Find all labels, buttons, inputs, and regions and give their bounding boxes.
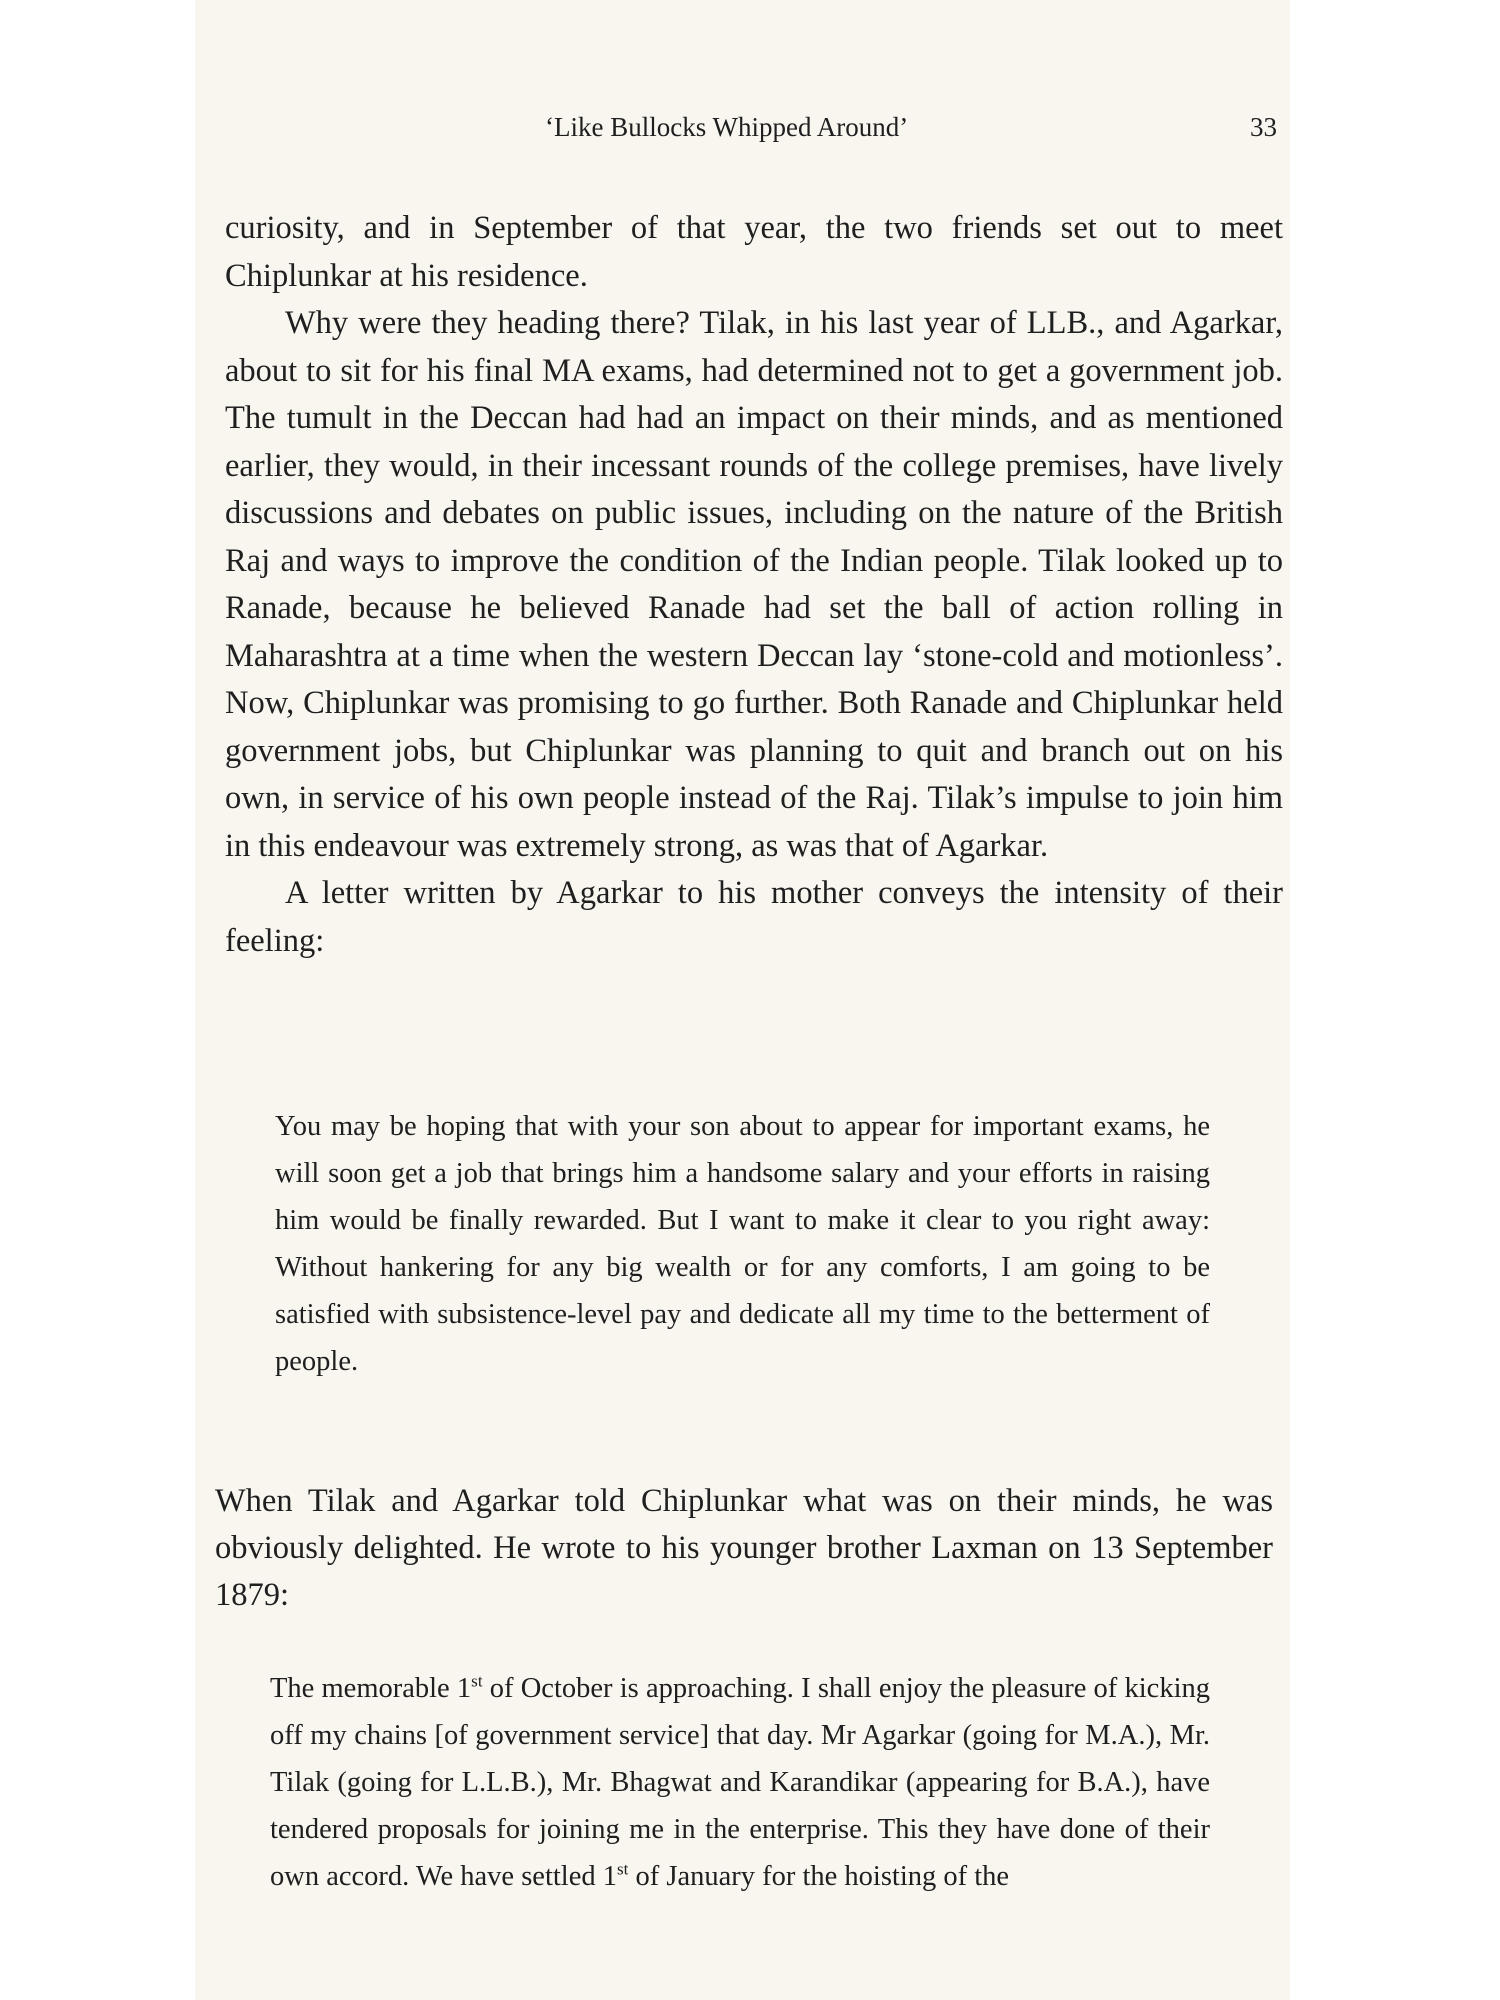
- quote-2-part-3: of January for the hoisting of the: [628, 1861, 1010, 1892]
- quote-2-part-1: The memorable 1: [270, 1673, 472, 1704]
- running-head: [195, 112, 1290, 152]
- book-page: [195, 0, 1290, 2000]
- paragraph-3: A letter written by Agarkar to his mother conveys the intensity of their feeling:: [225, 875, 1283, 959]
- paragraph-2: Why were they heading there? Tilak, in his last year of LLB., and Agarkar, about to sit for his final MA exams, had determined not to get a government job. The tumult in the Deccan had had an impact on their minds, and as mentioned earlier, they would, in their incessant rounds of the college premises, have lively discussions and debates on public issues, including on the nature of the British Raj and ways to improve the condition of the Indian people. Tilak looked up to Ranade, because he believed Ranade had set the ball of action rolling in Maharashtra at a time when the western Deccan lay ‘stone-cold and motionless’. Now, Chiplunkar was promising to go further. Both Ranade and Chiplunkar held government jobs, but Chiplunkar was planning to quit and branch out on his own, in service of his own people instead of the Raj. Tilak’s impulse to join him in this endeavour was extremely strong, as was that of Agarkar.: [225, 305, 1283, 864]
- superscript-st: st: [471, 1671, 483, 1691]
- chapter-title: ‘Like Bullocks Whipped Around’: [545, 112, 909, 142]
- block-quote-2: [270, 1665, 1210, 1900]
- paragraph-4: When Tilak and Agarkar told Chiplunkar what was on their minds, he was obviously delighted. He wrote to his younger brother Laxman on 13 September 1879:: [215, 1483, 1273, 1613]
- superscript-st: st: [616, 1859, 629, 1879]
- paragraph-1: curiosity, and in September of that year, the two friends set out to meet Chiplunkar at his residence.: [225, 210, 1283, 294]
- page-number: 33: [1250, 112, 1277, 142]
- body-text: [225, 205, 1283, 965]
- quote-2-part-2: of October is approaching. I shall enjoy the pleasure of kicking off my chains [of government service] that day. Mr Agarkar (going for M.A.), Mr. Tilak (going for L.L.B.), Mr. Bhagwat and Karandikar (appearing for B.A.), have tendered proposals for joining me in the enterprise. This they have done of their own accord. We have settled 1: [270, 1673, 1210, 1892]
- block-quote-1: You may be hoping that with your son about to appear for important exams, he will soon get a job that brings him a handsome salary and your efforts in raising him would be finally rewarded. But I want to make it clear to you right away: Without hankering for any big wealth or for any comforts, I am going to be satisfied with subsistence-level pay and dedicate all my time to the betterment of people.: [275, 1111, 1210, 1377]
